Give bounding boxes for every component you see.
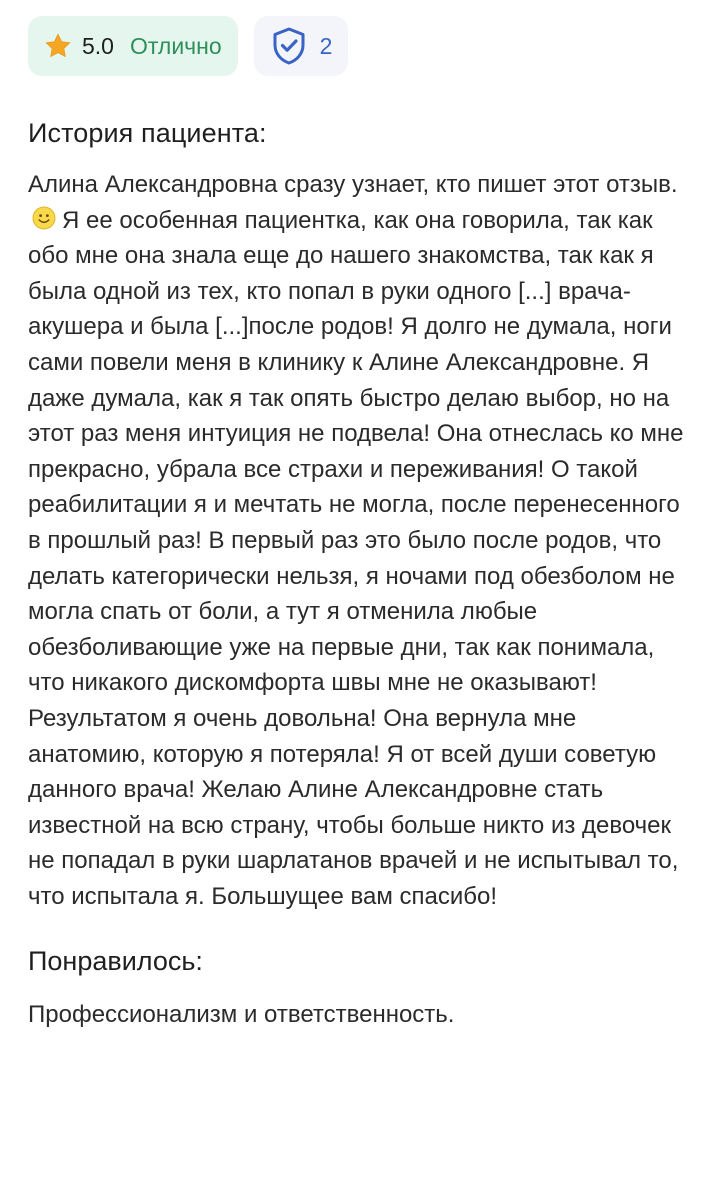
rating-value: 5.0	[82, 32, 114, 59]
story-text	[28, 167, 692, 914]
verified-badge[interactable]	[254, 16, 349, 76]
story-text-part-1: Алина Александровна сразу узнает, кто пишет этот отзыв.	[28, 171, 678, 198]
rating-badge	[28, 16, 238, 76]
verified-count: 2	[319, 32, 333, 59]
liked-text: Профессионализм и ответственность.	[28, 1001, 455, 1029]
liked-title: Понравилось:	[28, 946, 203, 977]
smiley-icon	[32, 206, 56, 230]
star-icon	[44, 32, 72, 60]
review-badges	[28, 16, 692, 76]
rating-label: Отлично	[129, 32, 222, 59]
story-text-part-2: Я ее особенная пациентка, как она говорила, так как обо мне она знала еще до нашего знакомства, так как я была одной из тех, кто попал в руки одного [...] врача-акушера и была [...]после родов! Я долго не думала, ноги сами повели меня в клинику к Алине Александровне. Я даже думала, как я так опять быстро делаю выбор, но на этот раз меня интуиция не подвела! Она отнеслась ко мне прекрасно, убрала все страхи и переживания! О такой реабилитации я и мечтать не могла, после перенесенного в прошлый раз! В первый раз это было после родов, что делать категорически нельзя, я ночами под обезболом не могла спать от боли, а тут я отменила любые обезболивающие уже на первые дни, так как понимала, что никакого дискомфорта швы мне не оказывают! Результатом я очень довольна! Она вернула мне анатомию, которую я потеряла! Я от всей души советую данного врача! Желаю Алине Александровне стать известной на всю страну, чтобы больше никто из девочек не попадал в руки шарлатанов врачей и не испытывал то, что испытала я. Большущее вам спасибо!	[28, 206, 684, 910]
story-title: История пациента:	[28, 118, 267, 148]
shield-check-icon	[270, 26, 308, 66]
